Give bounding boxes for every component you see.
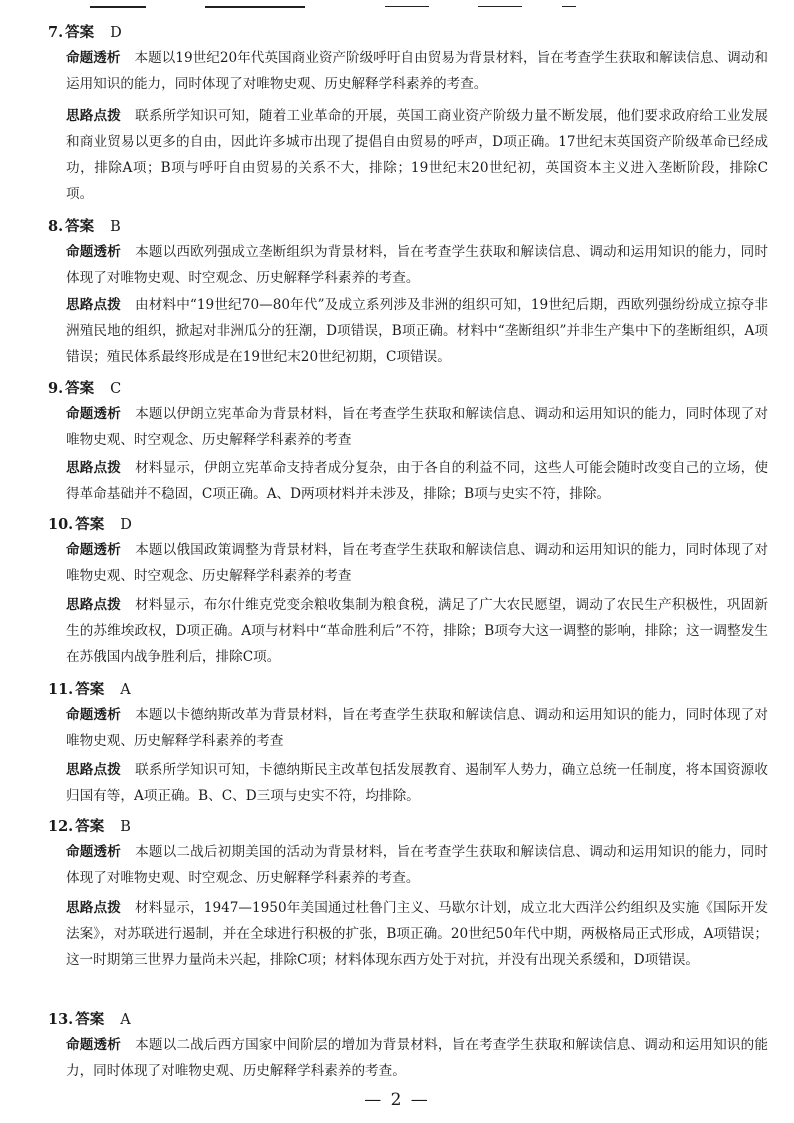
question-header: [48, 377, 121, 398]
analysis-text: 本题以伊朗立宪革命为背景材料，旨在考查学生获取和解读信息、调动和运用知识的能力，同时体现了对唯物史观、时空观念、历史解释学科素养的考查: [66, 406, 769, 448]
analysis-label: 命题透析: [66, 1037, 122, 1053]
answer-label: 答案: [65, 380, 95, 397]
hint-paragraph: [66, 455, 768, 507]
page-number: — 2 —: [364, 1090, 430, 1110]
question-number: 8.: [48, 218, 64, 235]
analysis-paragraph: [66, 537, 768, 589]
hint-text: 由材料中“19世纪70—80年代”及成立系列涉及非洲的组织可知，19世纪后期，西欧列强纷纷成立掠夺非洲殖民地的组织，掀起对非洲瓜分的狂潮，D项错误，B项正确。材料中“垄断组织”并非生产集中下的垄断组织，A项错误；殖民体系最终形成是在19世纪末20世纪初期，C项错误。: [66, 297, 768, 365]
analysis-label: 命题透析: [66, 50, 121, 66]
analysis-text: 本题以卡德纳斯改革为背景材料，旨在考查学生获取和解读信息、调动和运用知识的能力，同时体现了对唯物史观、历史解释学科素养的考查: [66, 707, 769, 749]
answer-value: B: [110, 219, 121, 235]
question-number: 13.: [48, 1011, 74, 1028]
hint-label: 思路点拨: [66, 597, 122, 613]
question-number: 10.: [48, 516, 74, 533]
top-rule: [478, 6, 522, 7]
analysis-label: 命题透析: [66, 844, 122, 860]
answer-label: 答案: [75, 818, 105, 835]
analysis-label: 命题透析: [66, 707, 122, 723]
analysis-label: 命题透析: [66, 244, 122, 260]
hint-paragraph: [66, 895, 768, 973]
analysis-paragraph: [66, 1032, 768, 1084]
analysis-paragraph: [66, 839, 768, 891]
hint-label: 思路点拨: [66, 108, 122, 124]
hint-paragraph: [66, 757, 768, 809]
answer-value: D: [120, 517, 132, 533]
hint-text: 联系所学知识可知，卡德纳斯民主改革包括发展教育、遏制军人势力，确立总统一任制度，将本国资源收归国有等，A项正确。B、C、D三项与史实不符，均排除。: [66, 762, 769, 804]
question-header: [48, 1008, 131, 1029]
hint-label: 思路点拨: [66, 762, 122, 778]
analysis-paragraph: [66, 45, 768, 97]
answer-label: 答案: [75, 1011, 105, 1028]
answer-value: C: [110, 381, 122, 397]
question-number: 7.: [48, 24, 64, 41]
analysis-paragraph: [66, 239, 768, 291]
analysis-text: 本题以西欧列强成立垄断组织为背景材料，旨在考查学生获取和解读信息、调动和运用知识的能力，同时体现了对唯物史观、时空观念、历史解释学科素养的考查。: [66, 244, 769, 286]
analysis-label: 命题透析: [66, 406, 122, 422]
top-rule: [562, 6, 576, 7]
analysis-paragraph: [66, 401, 768, 453]
analysis-label: 命题透析: [66, 542, 122, 558]
hint-paragraph: [66, 592, 768, 670]
hint-paragraph: [66, 103, 768, 207]
top-rule: [205, 6, 305, 8]
answer-label: 答案: [65, 218, 95, 235]
analysis-text: 本题以二战后初期美国的活动为背景材料，旨在考查学生获取和解读信息、调动和运用知识的能力，同时体现了对唯物史观、时空观念、历史解释学科素养的考查。: [66, 844, 769, 886]
answer-value: A: [120, 1012, 131, 1028]
answer-value: A: [120, 682, 131, 698]
top-rule: [90, 6, 146, 8]
hint-paragraph: [66, 292, 768, 370]
question-number: 12.: [48, 818, 74, 835]
answer-value: D: [110, 25, 122, 41]
question-number: 9.: [48, 380, 64, 397]
hint-text: 材料显示，1947—1950年美国通过杜鲁门主义、马歇尔计划，成立北大西洋公约组织及实施《国际开发法案》，对苏联进行遏制，并在全球进行积极的扩张，B项正确。20世纪50年代中期，两极格局正式形成，A项错误；这一时期第三世界力量尚未兴起，排除C项；材料体现东西方处于对抗，并没有出现关系缓和，D项错误。: [66, 900, 769, 968]
question-header: [48, 678, 131, 699]
hint-text: 材料显示，布尔什维克党变余粮收集制为粮食税，满足了广大农民愿望，调动了农民生产积极性，巩固新生的苏维埃政权，D项正确。A项与材料中“革命胜利后”不符，排除；B项夸大这一调整的影响，排除；这一调整发生在苏俄国内战争胜利后，排除C项。: [66, 597, 769, 665]
hint-label: 思路点拨: [66, 460, 122, 476]
question-header: [48, 513, 132, 534]
answer-label: 答案: [75, 516, 105, 533]
answer-label: 答案: [65, 24, 95, 41]
question-number: 11.: [48, 681, 74, 698]
analysis-text: 本题以二战后西方国家中间阶层的增加为背景材料，旨在考查学生获取和解读信息、调动和运用知识的能力，同时体现了对唯物史观、历史解释学科素养的考查。: [66, 1037, 769, 1079]
analysis-paragraph: [66, 702, 768, 754]
hint-label: 思路点拨: [66, 900, 122, 916]
analysis-text: 本题以俄国政策调整为背景材料，旨在考查学生获取和解读信息、调动和运用知识的能力，同时体现了对唯物史观、时空观念、历史解释学科素养的考查: [66, 542, 769, 584]
top-rule: [385, 6, 429, 7]
analysis-text: 本题以19世纪20年代英国商业资产阶级呼吁自由贸易为背景材料，旨在考查学生获取和解读信息、调动和运用知识的能力，同时体现了对唯物史观、历史解释学科素养的考查。: [66, 50, 769, 92]
question-header: [48, 21, 122, 42]
hint-text: 材料显示，伊朗立宪革命支持者成分复杂，由于各自的利益不同，这些人可能会随时改变自己的立场，使得革命基础并不稳固，C项正确。A、D两项材料并未涉及，排除；B项与史实不符，排除。: [66, 460, 769, 502]
hint-text: 联系所学知识可知，随着工业革命的开展，英国工商业资产阶级力量不断发展，他们要求政府给工业发展和商业贸易以更多的自由，因此许多城市出现了提倡自由贸易的呼声，D项正确。17世纪末英国资产阶级革命已经成功，排除A项；B项与呼吁自由贸易的关系不大，排除；19世纪末20世纪初，英国资本主义进入垄断阶段，排除C项。: [66, 108, 769, 202]
answer-label: 答案: [75, 681, 105, 698]
question-header: [48, 815, 131, 836]
hint-label: 思路点拨: [66, 297, 121, 313]
answer-value: B: [120, 819, 131, 835]
question-header: [48, 215, 121, 236]
